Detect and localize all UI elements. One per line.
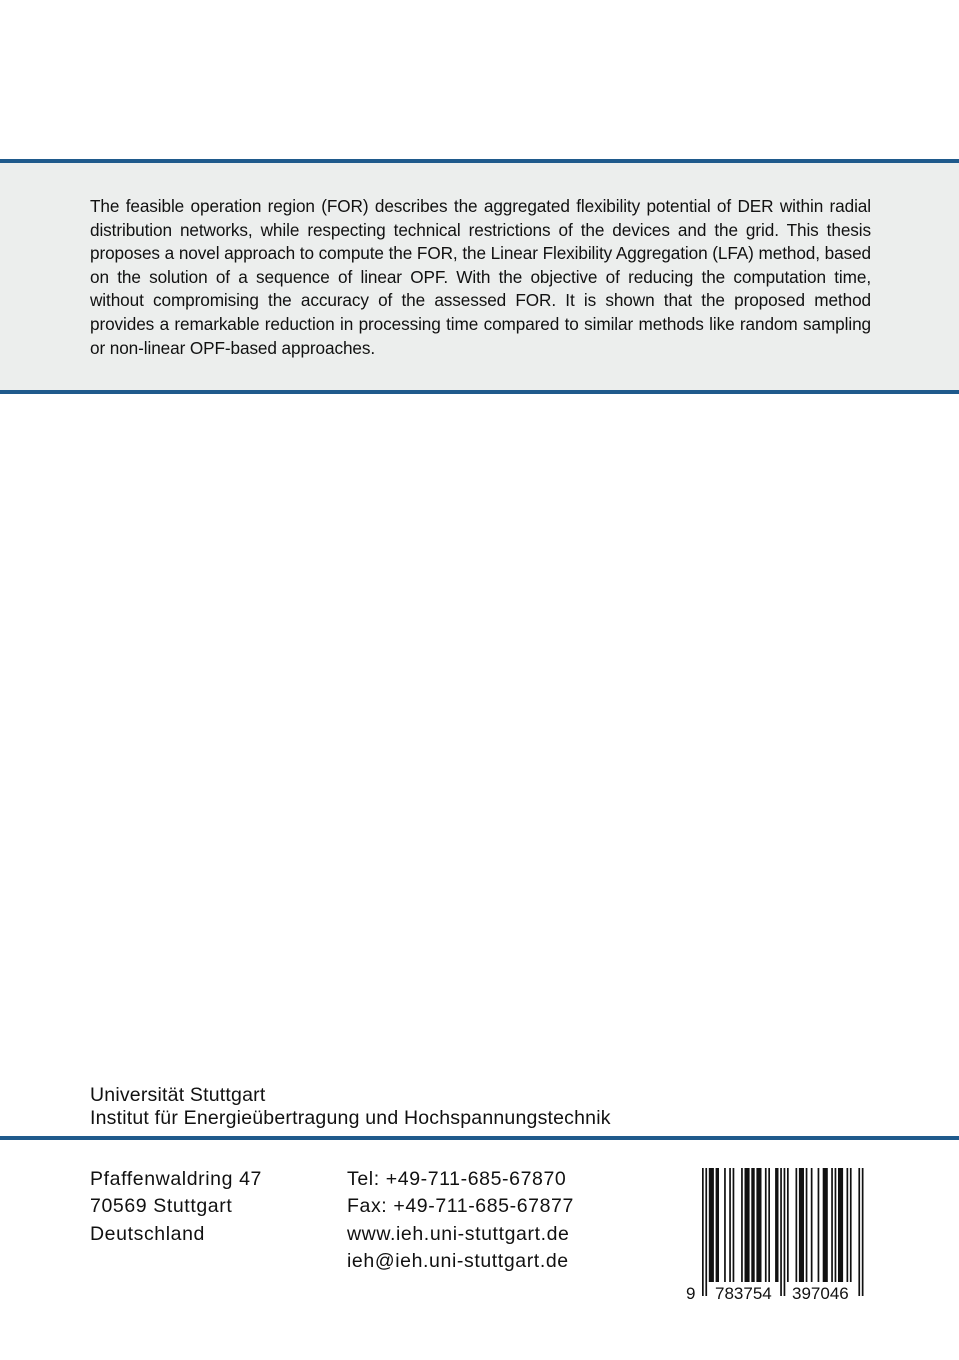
barcode-bar bbox=[756, 1168, 761, 1282]
university-name: Universität Stuttgart bbox=[90, 1084, 266, 1106]
abstract-text: The feasible operation region (FOR) describes the aggregated flexibility potential of DER within radial distribution networks, while respecting technical restrictions of the devices and the grid. This thesis proposes a novel approach to compute the FOR, the Linear Flexibility Aggregation (LFA) method, based on the solution of a sequence of linear OPF. With the objective of reducing the computation time, without compromising the accuracy of the assessed FOR. It is shown that the proposed method provides a remarkable reduction in processing time compared to similar methods like random sampling or non-linear OPF-based approaches. bbox=[90, 196, 871, 358]
barcode-bar bbox=[799, 1168, 804, 1282]
contact-fax: Fax: +49-711-685-67877 bbox=[347, 1195, 574, 1218]
barcode-graphic bbox=[685, 1166, 867, 1304]
contact-tel: Tel: +49-711-685-67870 bbox=[347, 1168, 567, 1190]
abstract-bottom-rule bbox=[0, 390, 959, 394]
contact-email: ieh@ieh.uni-stuttgart.de bbox=[347, 1249, 569, 1272]
barcode-right-digits: 397046 bbox=[792, 1284, 849, 1303]
barcode-guard-bar bbox=[858, 1168, 860, 1296]
barcode-bar bbox=[729, 1168, 731, 1282]
barcode-left-digits: 783754 bbox=[715, 1284, 772, 1303]
barcode-guard-bar bbox=[784, 1168, 786, 1296]
contact-web: www.ieh.uni-stuttgart.de bbox=[347, 1222, 570, 1245]
barcode-bars bbox=[702, 1168, 864, 1296]
barcode-bar bbox=[806, 1168, 808, 1282]
barcode-bar bbox=[745, 1168, 750, 1282]
institute-name: Institut für Energieübertragung und Hochspannungstechnik bbox=[90, 1107, 611, 1129]
barcode-bar bbox=[751, 1168, 754, 1282]
address-street: Pfaffenwaldring 47 bbox=[90, 1168, 262, 1190]
barcode-bar bbox=[838, 1168, 843, 1282]
barcode-bar bbox=[850, 1168, 852, 1282]
barcode-guard-bar bbox=[705, 1168, 707, 1296]
barcode-digits bbox=[686, 1284, 849, 1303]
barcode-bar bbox=[716, 1168, 719, 1282]
barcode-bar bbox=[823, 1168, 828, 1282]
barcode-bar bbox=[709, 1168, 714, 1282]
barcode-bar bbox=[775, 1168, 778, 1282]
barcode-bar bbox=[818, 1168, 820, 1282]
barcode-bar bbox=[811, 1168, 813, 1282]
barcode-guard-bar bbox=[702, 1168, 704, 1296]
institution-block bbox=[90, 1084, 611, 1130]
contact-info bbox=[347, 1166, 574, 1275]
barcode-bar bbox=[796, 1168, 798, 1282]
footer-rule bbox=[0, 1136, 959, 1140]
barcode-bar bbox=[831, 1168, 833, 1282]
barcode-bar bbox=[768, 1168, 770, 1282]
barcode-bar bbox=[835, 1168, 837, 1282]
address-city: 70569 Stuttgart bbox=[90, 1195, 233, 1218]
isbn-barcode bbox=[685, 1166, 867, 1304]
barcode-bar bbox=[847, 1168, 849, 1282]
barcode-bar bbox=[787, 1168, 789, 1282]
barcode-bar bbox=[724, 1168, 726, 1282]
barcode-lead-digit: 9 bbox=[686, 1284, 696, 1303]
barcode-bar bbox=[765, 1168, 767, 1282]
barcode-guard-bar bbox=[780, 1168, 782, 1296]
postal-address bbox=[90, 1166, 262, 1248]
barcode-guard-bar bbox=[862, 1168, 864, 1296]
address-country: Deutschland bbox=[90, 1222, 206, 1245]
barcode-bar bbox=[741, 1168, 743, 1282]
barcode-bar bbox=[733, 1168, 735, 1282]
